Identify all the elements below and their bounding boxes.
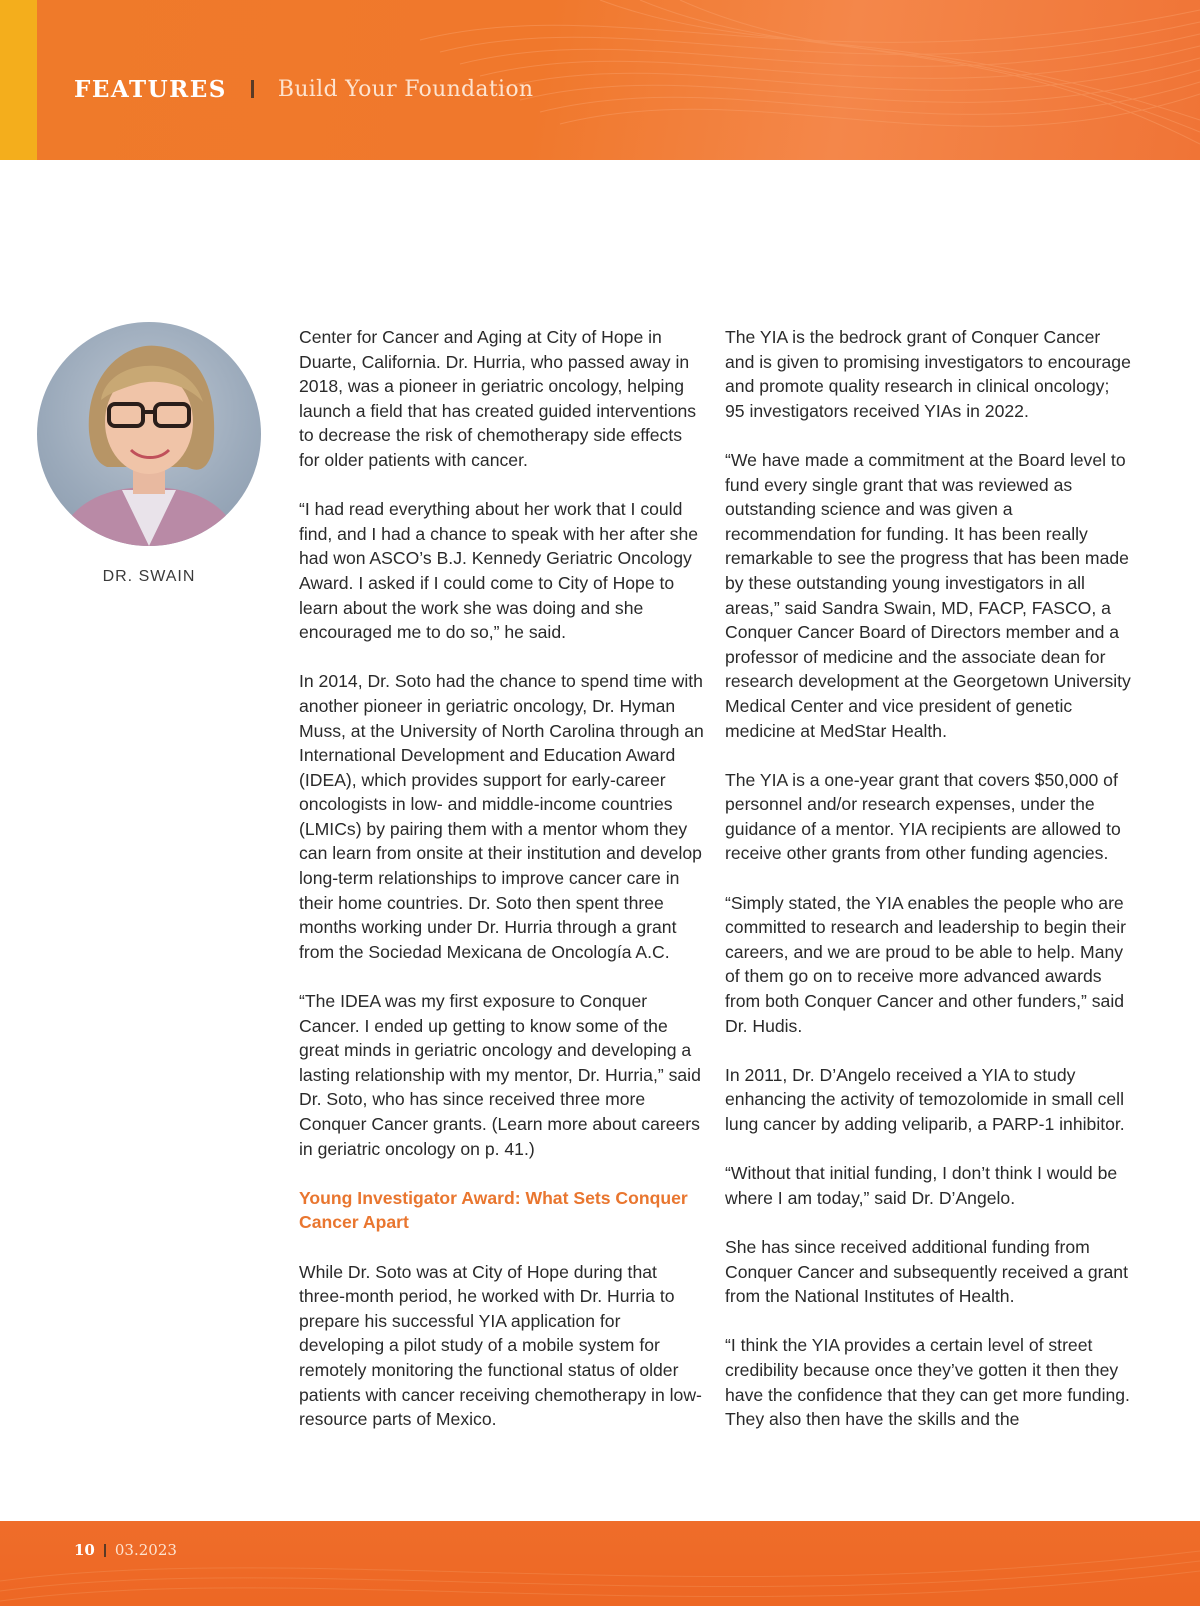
paragraph: She has since received additional funding from Conquer Cancer and subsequently received a grant from the National Institutes of Health. bbox=[725, 1236, 1128, 1307]
article-column-1 bbox=[299, 325, 707, 1432]
paragraph: In 2011, Dr. D’Angelo received a YIA to study enhancing the activity of temozolomide in small cell lung cancer by adding veliparib, a PARP-1 inhibitor. bbox=[725, 1064, 1125, 1134]
section-name: FEATURES bbox=[74, 75, 227, 103]
section-subheading: Young Investigator Award: What Sets Conquer Cancer Apart bbox=[299, 1187, 688, 1233]
article-column-2 bbox=[725, 325, 1133, 1432]
page-footer-banner bbox=[0, 1521, 1200, 1606]
page-header-banner bbox=[0, 0, 1200, 160]
paragraph: “Without that initial funding, I don’t think I would be where I am today,” said Dr. D’Angelo. bbox=[725, 1163, 1118, 1208]
portrait-illustration bbox=[37, 322, 261, 546]
paragraph: The YIA is a one-year grant that covers $50,000 of personnel and/or research expenses, under the guidance of a mentor. YIA recipients are allowed to receive other grants from other funding agencies. bbox=[725, 769, 1121, 864]
section-heading bbox=[74, 72, 533, 106]
folio bbox=[74, 1541, 177, 1559]
page-number: 10 bbox=[74, 1541, 95, 1559]
paragraph: “Simply stated, the YIA enables the people who are committed to research and leadership to begin their careers, and we are proud to be able to help. Many of them go on to receive more advanced awards from both Conquer Cancer and other funders,” said Dr. Hudis. bbox=[725, 892, 1126, 1036]
portrait-photo bbox=[37, 322, 261, 546]
issue-date: 03.2023 bbox=[114, 1541, 177, 1559]
section-subtitle: Build Your Foundation bbox=[277, 76, 534, 102]
paragraph: “The IDEA was my first exposure to Conquer Cancer. I ended up getting to know some of the great minds in geriatric oncology and developing a lasting relationship with my mentor, Dr. Hurria,” said Dr. Soto, who has since received three more Conquer Cancer grants. (Learn more about careers in geriatric oncology on p. 41.) bbox=[299, 991, 701, 1159]
paragraph: Center for Cancer and Aging at City of Hope in Duarte, California. Dr. Hurria, who passed away in 2018, was a pioneer in geriatric oncology, helping launch a field that has created guided interventions to decrease the risk of chemotherapy side effects for older patients with cancer. bbox=[299, 327, 697, 470]
paragraph: In 2014, Dr. Soto had the chance to spend time with another pioneer in geriatric oncology, Dr. Hyman Muss, at the University of North Carolina through an International Development and Education Award (IDEA), which provides support for early-career oncologists in low- and middle-income countries (LMICs) by pairing them with a mentor whom they can learn from onsite at their institution and develop long-term relationships to improve cancer care in their home countries. Dr. Soto then spent three months working under Dr. Hurria through a grant from the Sociedad Mexicana de Oncología A.C. bbox=[299, 671, 704, 962]
footer-wave-pattern bbox=[0, 1521, 1200, 1606]
portrait-caption: DR. SWAIN bbox=[102, 568, 196, 585]
header-divider bbox=[251, 80, 254, 98]
paragraph: “I think the YIA provides a certain level of street credibility because once they’ve gotten it then they have the confidence that they can get more funding. They also then have the skills and the bbox=[725, 1335, 1130, 1430]
paragraph: “We have made a commitment at the Board level to fund every single grant that was reviewed as outstanding science and was given a recommendation for funding. It has been really remarkable to see the progress that has been made by these outstanding young investigators in all areas,” said Sandra Swain, MD, FACP, FASCO, a Conquer Cancer Board of Directors member and a professor of medicine and the associate dean for research development at the Georgetown University Medical Center and vice president of genetic medicine at MedStar Health. bbox=[725, 449, 1131, 741]
footer-divider bbox=[104, 1544, 106, 1557]
paragraph: The YIA is the bedrock grant of Conquer Cancer and is given to promising investigators to encourage and promote quality research in clinical oncology; 95 investigators received YIAs in 2022. bbox=[725, 327, 1131, 421]
paragraph: While Dr. Soto was at City of Hope during that three-month period, he worked with Dr. Hurria to prepare his successful YIA application for developing a pilot study of a mobile system for remotely monitoring the functional status of older patients with cancer receiving chemotherapy in low-resource parts of Mexico. bbox=[299, 1261, 702, 1430]
header-accent-bar bbox=[0, 0, 37, 160]
paragraph: “I had read everything about her work that I could find, and I had a chance to speak with her after she had won ASCO’s B.J. Kennedy Geriatric Oncology Award. I asked if I could come to City of Hope to learn about the work she was doing and she encouraged me to do so,” he said. bbox=[299, 499, 699, 643]
